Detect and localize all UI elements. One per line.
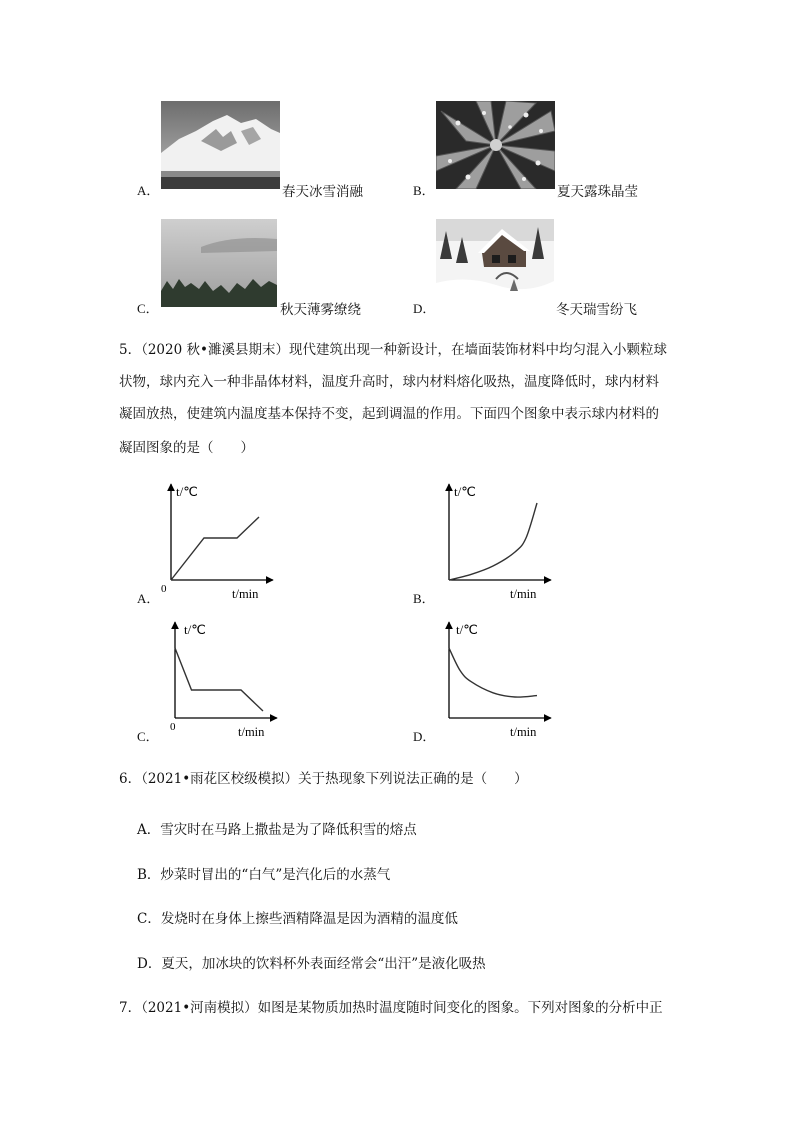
q4-option-b-letter: B．: [413, 183, 435, 198]
q5-option-a-letter: A．: [137, 591, 160, 606]
q5-graph-a: [158, 478, 276, 602]
x-axis-label: t/min: [238, 725, 265, 739]
fog-forest-photo: [161, 219, 277, 307]
graph-curve: [171, 517, 259, 580]
q4-option-c-caption: 秋天薄雾缭绕: [280, 302, 361, 318]
q5-line-1: 5．（2020 秋•濉溪县期末）现代建筑出现一种新设计，在墙面装饰材料中均匀混入小颗粒球: [119, 342, 667, 358]
q5-line-4: 凝固图象的是（ ）: [119, 440, 254, 456]
q4-option-b-caption: 夏天露珠晶莹: [557, 184, 638, 200]
q4-option-a-letter: A．: [137, 183, 160, 198]
snow-mountain-photo: [161, 101, 280, 189]
x-axis-label: t/min: [510, 587, 537, 601]
q6-option-d: D．夏天，加冰块的饮料杯外表面经常会“出汗”是液化吸热: [137, 956, 486, 972]
q5-option-c-letter: C．: [137, 729, 159, 744]
y-axis-label: t/℃: [176, 484, 198, 499]
q5-option-b-letter: B．: [413, 591, 435, 606]
graph-curve: [175, 648, 263, 711]
y-axis-label: t/℃: [456, 622, 478, 637]
q6-option-a: A．雪灾时在马路上撒盐是为了降低积雪的熔点: [137, 822, 417, 838]
q7-stem: 7．（2021•河南模拟）如图是某物质加热时温度随时间变化的图象。下列对图象的分析中正: [119, 1000, 663, 1016]
dew-leaf-photo: [436, 101, 555, 189]
q5-graph-b: [436, 478, 554, 602]
q4-option-d-letter: D．: [413, 301, 436, 316]
origin-label: 0: [170, 721, 176, 733]
q5-line-2: 状物，球内充入一种非晶体材料，温度升高时，球内材料熔化吸热，温度降低时，球内材料: [119, 374, 659, 390]
y-axis-label: t/℃: [454, 484, 476, 499]
q6-option-c: C．发烧时在身体上擦些酒精降温是因为酒精的温度低: [137, 911, 458, 927]
q5-option-d-letter: D．: [413, 729, 436, 744]
q4-option-d-caption: 冬天瑞雪纷飞: [556, 302, 637, 318]
x-axis-label: t/min: [510, 725, 537, 739]
q4-option-c-letter: C．: [137, 301, 159, 316]
q6-option-b: B．炒菜时冒出的“白气”是汽化后的水蒸气: [137, 867, 391, 883]
x-axis-label: t/min: [232, 587, 259, 601]
q6-stem: 6．（2021•雨花区校级模拟）关于热现象下列说法正确的是（ ）: [119, 771, 528, 787]
q5-graph-d: [436, 616, 554, 740]
graph-curve: [449, 648, 537, 697]
q4-option-a-caption: 春天冰雪消融: [282, 184, 363, 200]
snowy-cabin-photo: [436, 219, 554, 307]
graph-curve: [449, 503, 537, 580]
q5-graph-c: [162, 616, 280, 740]
q5-line-3: 凝固放热，使建筑内温度基本保持不变，起到调温的作用。下面四个图象中表示球内材料的: [119, 406, 659, 422]
y-axis-label: t/℃: [184, 622, 206, 637]
origin-label: 0: [161, 583, 167, 595]
